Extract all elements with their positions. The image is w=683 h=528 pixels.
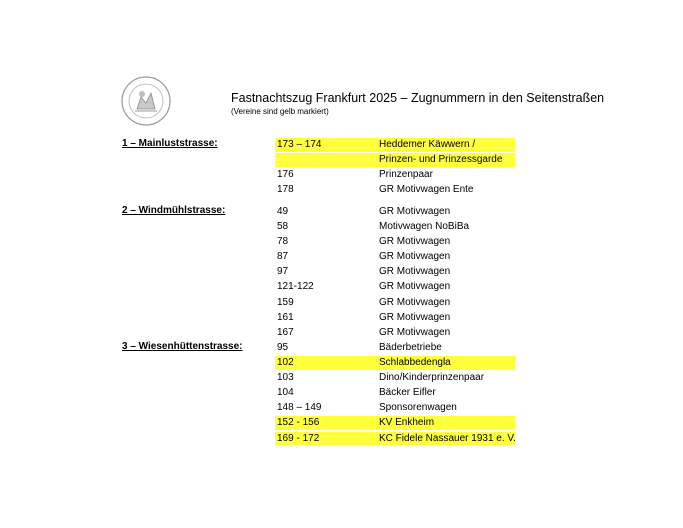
table-row (0, 432, 683, 447)
table-row (0, 371, 683, 386)
train-number: 148 – 149 (277, 402, 322, 414)
train-number: 178 (277, 184, 294, 196)
train-number: 104 (277, 387, 294, 399)
train-number: 152 - 156 (277, 417, 320, 429)
participant-name: Heddemer Käwwern / (379, 139, 476, 150)
street-section (0, 341, 683, 447)
table-row (0, 296, 683, 311)
table-row (0, 205, 683, 220)
table-row (0, 265, 683, 280)
train-number: 169 - 172 (277, 432, 320, 444)
table-row (0, 250, 683, 265)
participant-name: Bäderbetriebe (379, 342, 442, 353)
train-number: 167 (277, 326, 294, 338)
participant-name: Schlabbedengla (379, 357, 451, 369)
participant-name: GR Motivwagen (379, 326, 451, 338)
participant-name: GR Motivwagen (379, 236, 451, 248)
participant-name: GR Motivwagen (379, 251, 451, 263)
table-row (0, 386, 683, 401)
club-emblem-logo (120, 75, 172, 127)
table-row (0, 356, 683, 371)
participant-name: GR Motivwagen (379, 296, 451, 308)
participant-name: Bäcker Eifler (379, 387, 436, 399)
train-number: 97 (277, 266, 289, 278)
train-number: 49 (277, 206, 289, 217)
train-number: 159 (277, 296, 294, 308)
train-number: 87 (277, 251, 289, 263)
participant-name: KV Enkheim (379, 417, 435, 429)
train-number: 173 – 174 (277, 139, 322, 150)
participant-name: Sponsorenwagen (379, 402, 457, 414)
table-row (0, 138, 683, 153)
table-row (0, 326, 683, 341)
train-number: 103 (277, 372, 294, 384)
street-heading: 1 – Mainluststrasse: (122, 138, 218, 149)
table-row (0, 311, 683, 326)
train-number: 78 (277, 236, 289, 248)
table-row (0, 280, 683, 295)
street-section (0, 205, 683, 341)
table-row (0, 183, 683, 198)
street-heading: 2 – Windmühlstrasse: (122, 205, 226, 216)
train-number: 121-122 (277, 281, 314, 293)
participant-name: GR Motivwagen Ente (379, 184, 474, 196)
table-row (0, 220, 683, 235)
train-number: 102 (277, 357, 294, 369)
participant-name: GR Motivwagen (379, 281, 451, 293)
street-section (0, 138, 683, 198)
table-row (0, 341, 683, 356)
document-subtitle: (Vereine sind gelb markiert) (231, 107, 329, 116)
table-row (0, 401, 683, 416)
participant-name: GR Motivwagen (379, 206, 451, 217)
train-number: 176 (277, 169, 294, 181)
participant-name: Motivwagen NoBiBa (379, 221, 470, 233)
street-heading: 3 – Wiesenhüttenstrasse: (122, 341, 243, 352)
train-number: 58 (277, 221, 289, 233)
participant-name: Dino/Kinderprinzenpaar (379, 372, 485, 384)
table-row (0, 168, 683, 183)
table-row (0, 153, 683, 168)
participant-name: Prinzen- und Prinzessgarde (379, 154, 503, 166)
document-title: Fastnachtszug Frankfurt 2025 – Zugnummern in den Seitenstraßen (231, 91, 605, 105)
train-number: 95 (277, 342, 289, 353)
table-row (0, 235, 683, 250)
participant-name: KC Fidele Nassauer 1931 e. V. (379, 432, 516, 444)
participant-name: GR Motivwagen (379, 311, 451, 323)
table-row (0, 416, 683, 431)
participant-name: GR Motivwagen (379, 266, 451, 278)
train-number: 161 (277, 311, 294, 323)
participant-name: Prinzenpaar (379, 169, 433, 181)
